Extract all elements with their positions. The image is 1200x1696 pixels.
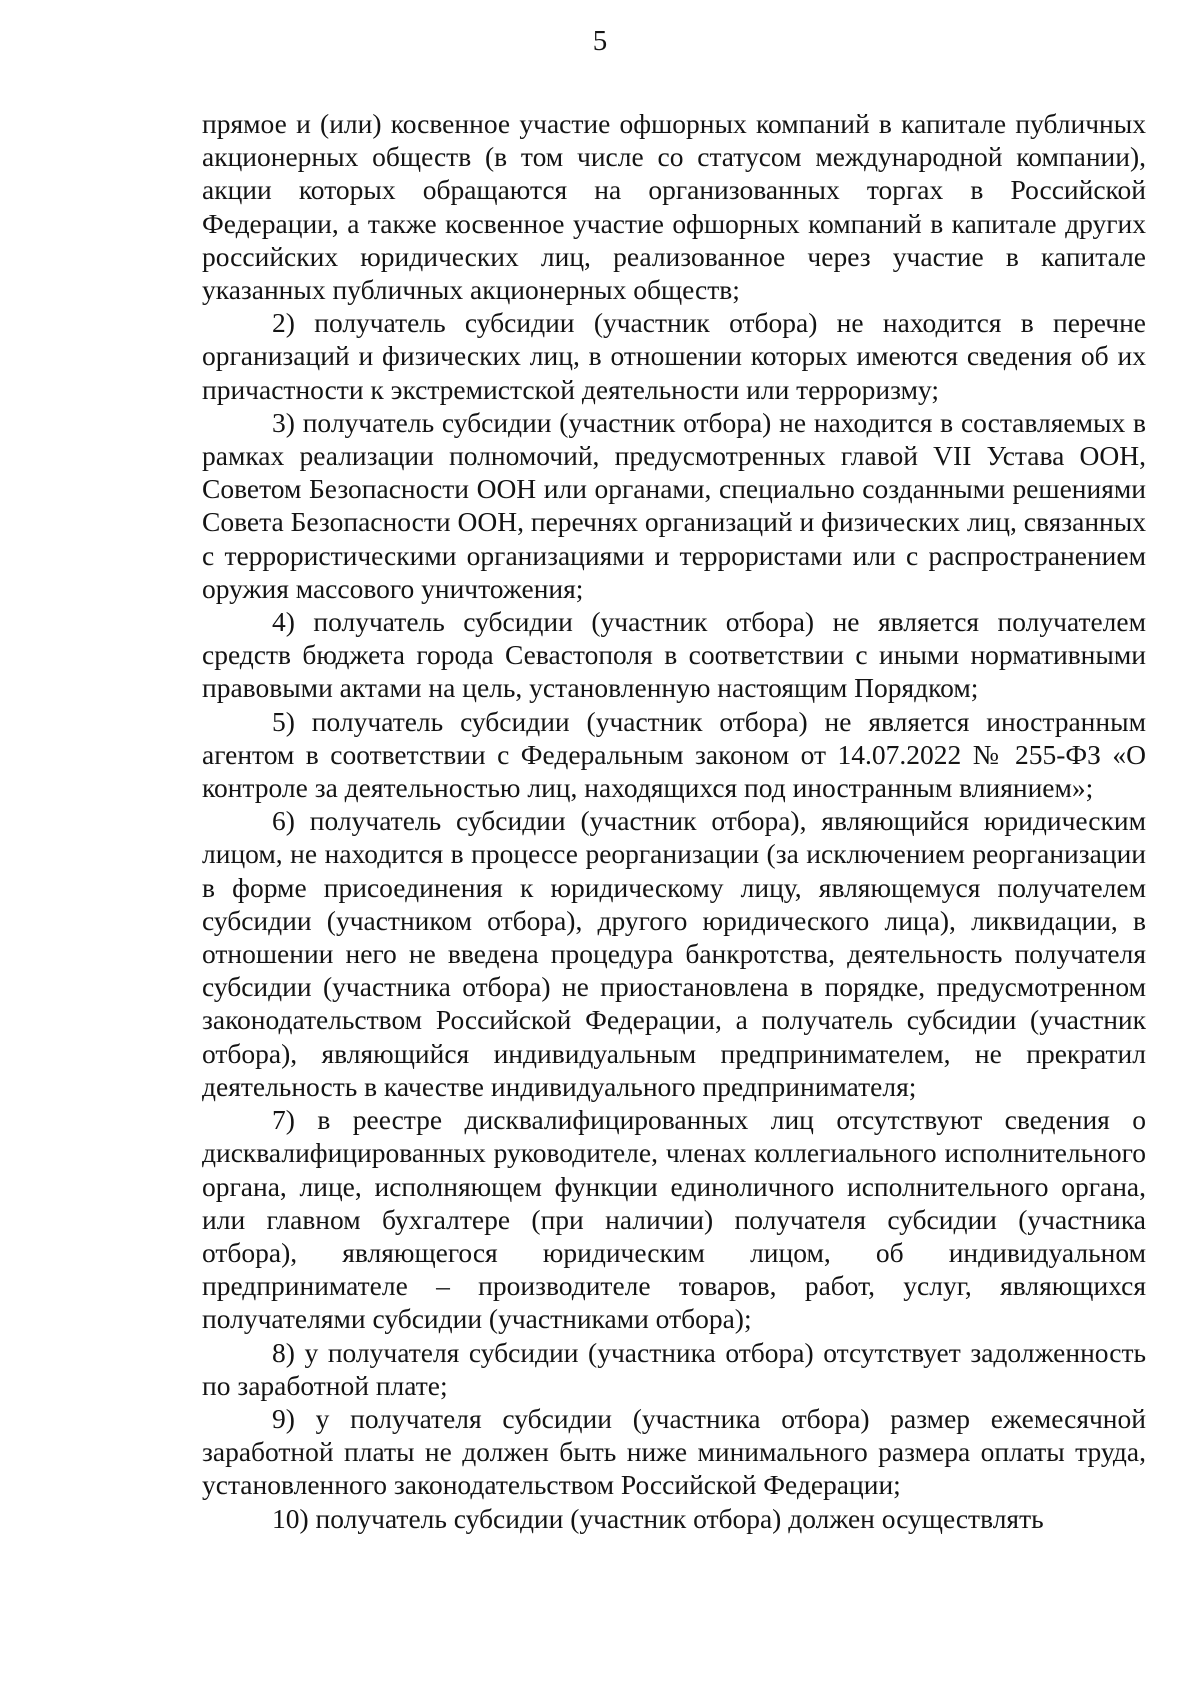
page-number: 5 [592,25,608,57]
document-body [202,107,1146,1535]
paragraph-continuation: прямое и (или) косвенное участие офшорных компаний в капитале публичных акционерных обществ (в том числе со статусом международной компании), акции которых обращаются на организованных торгах в Российской Федерации, а также косвенное участие офшорных компаний в капитале других российских юридических лиц, реализованное через участие в капитале указанных публичных акционерных обществ; [202,108,1146,306]
paragraph-item-6: 6) получатель субсидии (участник отбора), являющийся юридическим лицом, не находится в процессе реорганизации (за исключением реорганизации в форме присоединения к юридическому лицу, являющемуся получателем субсидии (участником отбора), другого юридического лица), ликвидации, в отношении него не введена процедура банкротства, деятельность получателя субсидии (участника отбора) не приостановлена в порядке, предусмотренном законодательством Российской Федерации, а получатель субсидии (участник отбора), являющийся индивидуальным предпринимателем, не прекратил деятельность в качестве индивидуального предпринимателя; [202,805,1146,1102]
paragraph-item-3: 3) получатель субсидии (участник отбора) не находится в составляемых в рамках реализации полномочий, предусмотренных главой VII Устава ООН, Советом Безопасности ООН или органами, специально созданными решениями Совета Безопасности ООН, перечнях организаций и физических лиц, связанных с террористическими организациями и террористами или с распространением оружия массового уничтожения; [202,406,1146,604]
paragraph-item-10: 10) получатель субсидии (участник отбора) должен осуществлять [272,1502,1044,1534]
paragraph-item-9: 9) у получателя субсидии (участника отбора) размер ежемесячной заработной платы не должен быть ниже минимального размера оплаты труда, установленного законодательством Российской Федерации; [202,1402,1146,1501]
paragraph-item-4: 4) получатель субсидии (участник отбора) не является получателем средств бюджета города Севастополя в соответствии с иными нормативными правовыми актами на цель, установленную настоящим Порядком; [202,606,1146,704]
paragraph-item-5: 5) получатель субсидии (участник отбора) не является иностранным агентом в соответствии с Федеральным законом от 14.07.2022 № 255-ФЗ «О контроле за деятельностью лиц, находящихся под иностранным влиянием»; [202,705,1146,804]
paragraph-item-2: 2) получатель субсидии (участник отбора) не находится в перечне организаций и физических лиц, в отношении которых имеются сведения об их причастности к экстремистской деятельности или терроризму; [202,307,1146,405]
paragraph-item-8: 8) у получателя субсидии (участника отбора) отсутствует задолженность по заработной плате; [202,1336,1146,1401]
paragraph-item-7: 7) в реестре дисквалифицированных лиц отсутствуют сведения о дисквалифицированных руководителе, членах коллегиального исполнительного органа, лице, исполняющем функции единоличного исполнительного органа, или главном бухгалтере (при наличии) получателя субсидии (участника отбора), являющегося юридическим лицом, об индивидуальном предпринимателе – производителе товаров, работ, услуг, являющихся получателями субсидии (участниками отбора); [202,1104,1146,1335]
